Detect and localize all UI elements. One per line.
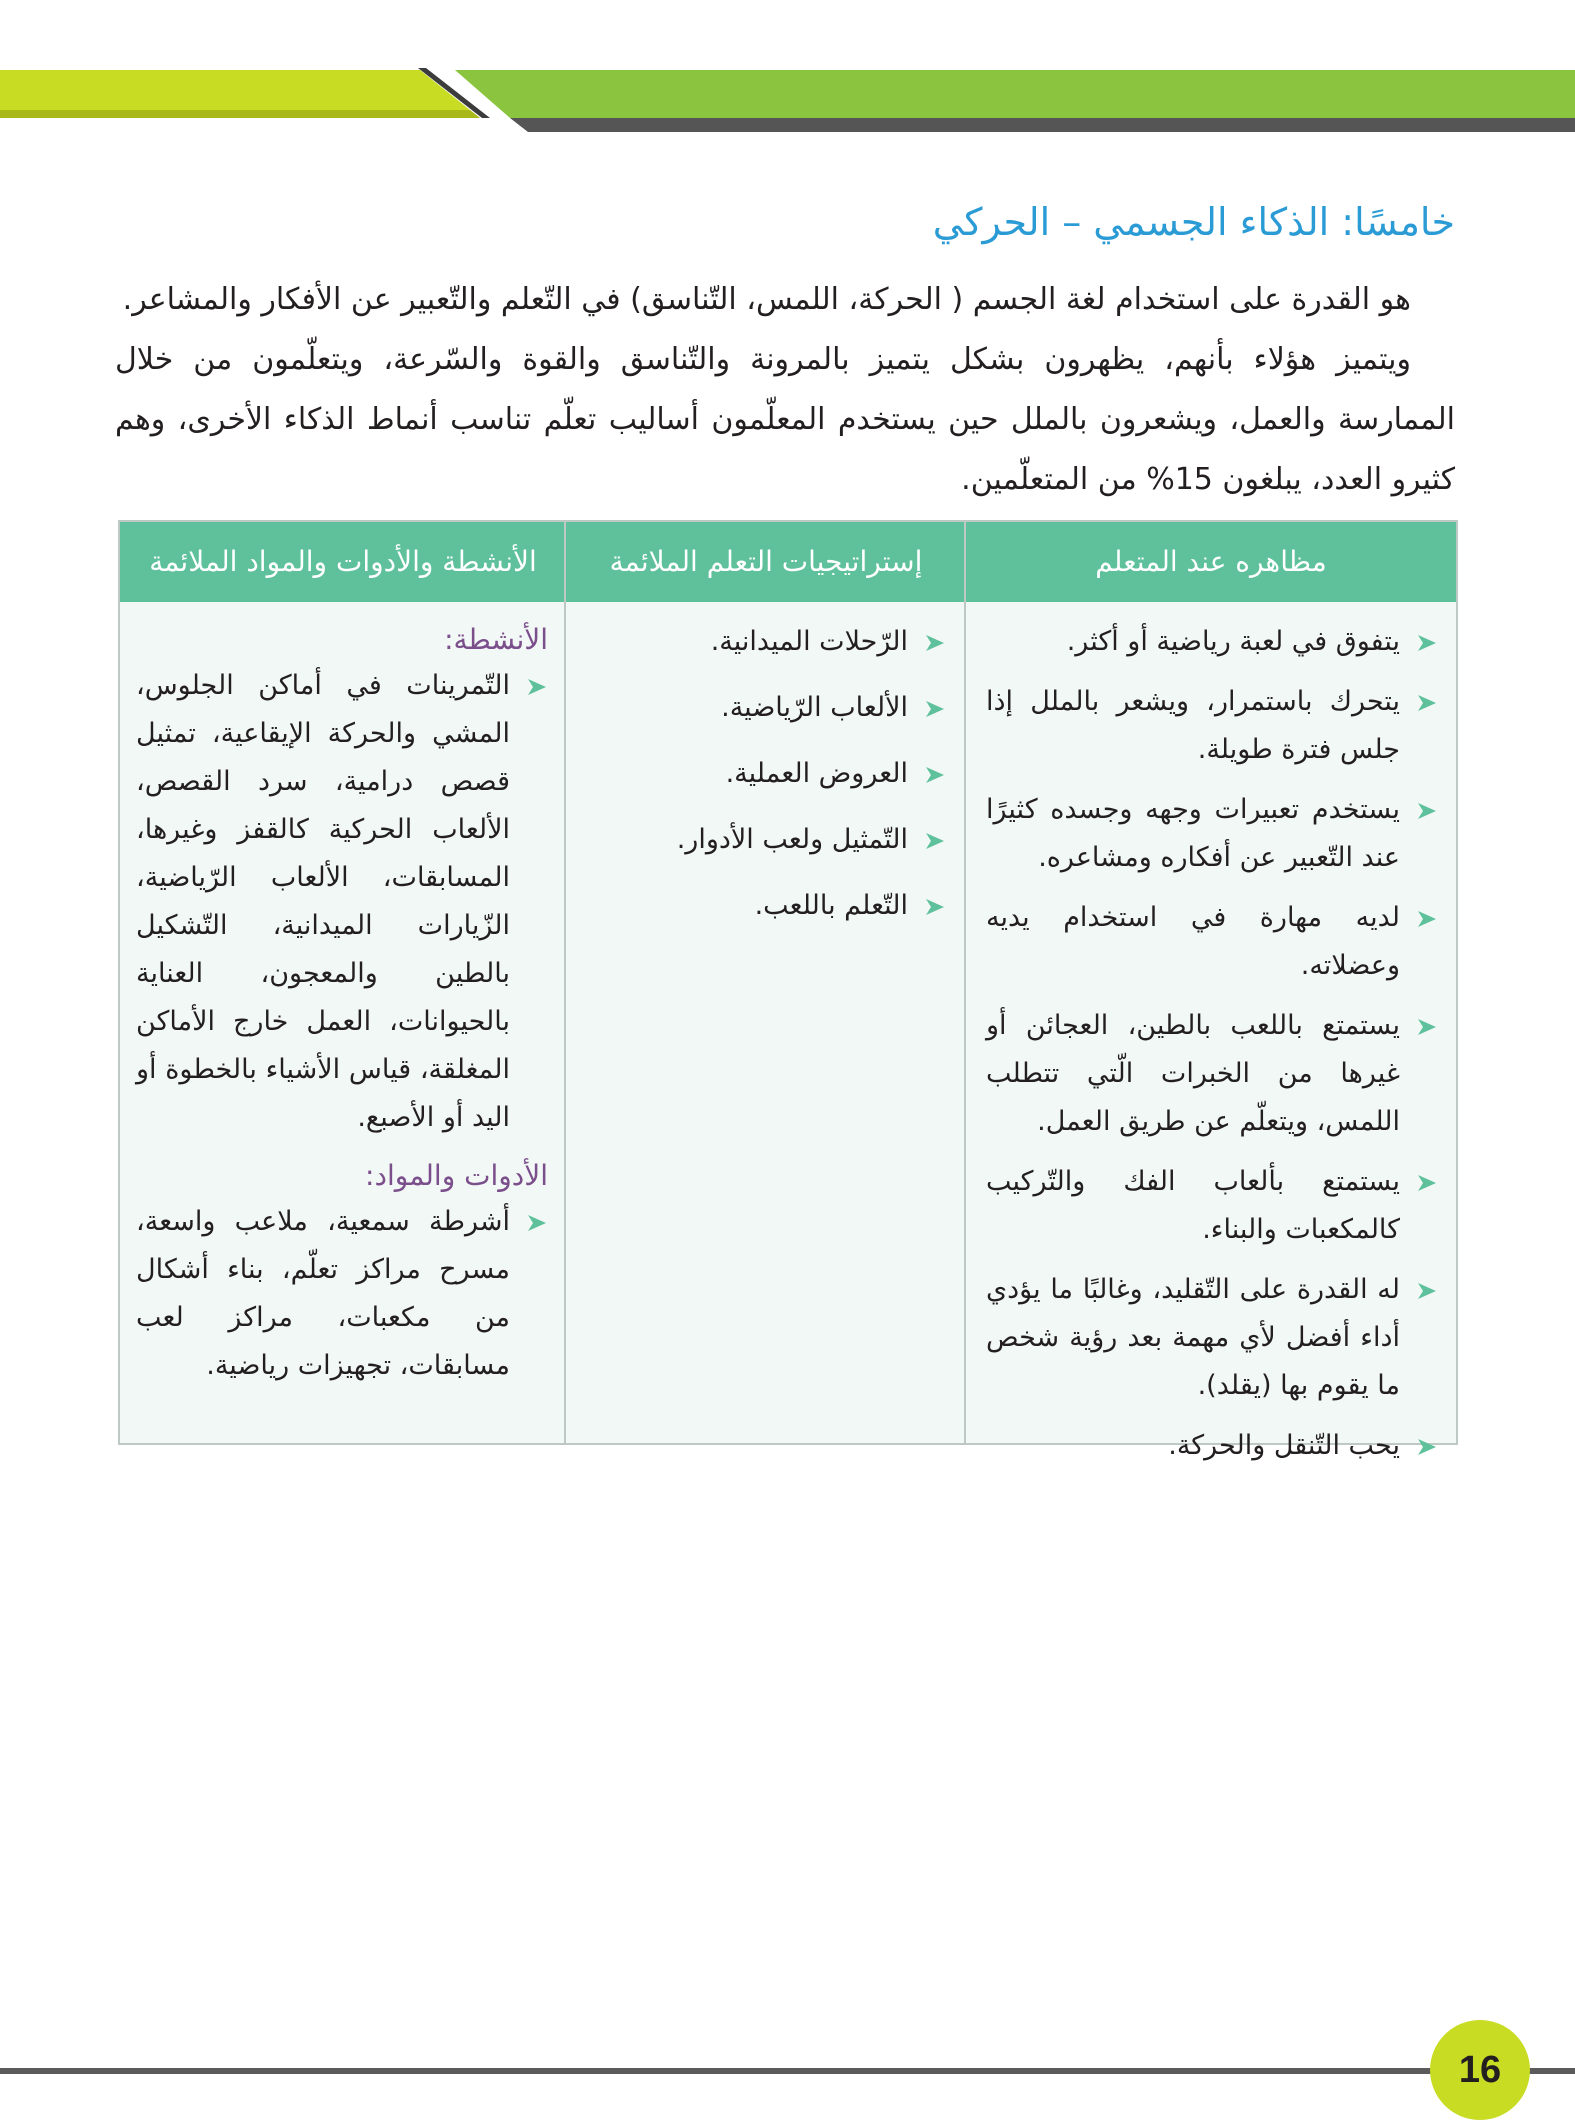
footer-line — [0, 2068, 1575, 2074]
page-number: 16 — [1430, 2020, 1530, 2120]
list-item — [136, 1198, 548, 1390]
bullet-icon — [1418, 911, 1436, 927]
header-strategies: إستراتيجيات التعلم الملائمة — [609, 545, 923, 578]
bullet-icon — [1418, 635, 1436, 651]
section-title: خامسًا: الذكاء الجسمي – الحركي — [932, 200, 1455, 244]
list-item — [586, 882, 946, 930]
list-item — [136, 662, 548, 1142]
list-item — [986, 618, 1438, 666]
activities-column — [136, 618, 548, 1402]
bullet-icon — [1418, 1019, 1436, 1035]
list-item — [986, 894, 1438, 990]
header-activities-tools: الأنشطة والأدوات والمواد الملائمة — [149, 545, 537, 578]
bullet-icon — [1418, 695, 1436, 711]
list-item-text: يتحرك باستمرار، ويشعر بالملل إذا جلس فترة طويلة. — [986, 686, 1400, 765]
list-item — [986, 786, 1438, 882]
bullet-icon — [1418, 1439, 1436, 1455]
list-item-text: الرّحلات الميدانية. — [710, 626, 908, 657]
tools-list — [136, 1198, 548, 1390]
column-divider — [564, 522, 566, 1443]
intro-paragraph-2: ويتميز هؤلاء بأنهم، يظهرون بشكل يتميز بالمرونة والتّناسق والقوة والسّرعة، ويتعلّمون من خلال الممارسة والعمل، ويشعرون بالملل حين يستخدم المعلّمون أساليب تعلّم تناسب أنماط الذكاء الأخرى، وهم كثيرو العدد، يبلغون 15% من المتعلّمين. — [115, 342, 1455, 497]
activities-text: التّمرينات في أماكن الجلوس، المشي والحركة الإيقاعية، تمثيل قصص درامية، سرد القصص، الألعاب الحركية كالقفز وغيرها، المسابقات، الألعاب الرّياضية، الزّيارات الميدانية، التّشكيل بالطين والمعجون، العناية بالحيوانات، العمل خارج الأماكن المغلقة، قياس الأشياء بالخطوة أو اليد أو الأصبع. — [136, 670, 510, 1133]
strategies-list — [586, 618, 946, 930]
list-item — [986, 1422, 1438, 1470]
bullet-icon — [926, 635, 944, 651]
bullet-icon — [926, 767, 944, 783]
list-item — [986, 678, 1438, 774]
column-divider — [964, 522, 966, 1443]
activities-list — [136, 662, 548, 1142]
tools-label: الأدوات والمواد: — [365, 1159, 548, 1192]
list-item-text: يستمتع باللعب بالطين، العجائن أو غيرها من الخبرات الّتي تتطلب اللمس، ويتعلّم عن طريق العمل. — [986, 1010, 1400, 1137]
intro-text — [115, 270, 1455, 510]
bullet-icon — [1418, 1283, 1436, 1299]
bullet-icon — [528, 679, 546, 695]
intelligence-table — [118, 520, 1458, 1461]
activities-label: الأنشطة: — [444, 623, 548, 656]
list-item-text: التّمثيل ولعب الأدوار. — [676, 824, 908, 855]
list-item — [986, 1158, 1438, 1254]
list-item — [986, 1266, 1438, 1410]
list-item-text: يستمتع بألعاب الفك والتّركيب كالمكعبات والبناء. — [986, 1166, 1400, 1245]
bullet-icon — [1418, 1175, 1436, 1191]
list-item-text: التّعلم باللعب. — [754, 890, 908, 921]
bullet-icon — [926, 701, 944, 717]
list-item-text: الألعاب الرّياضية. — [721, 692, 908, 723]
bullet-icon — [1418, 803, 1436, 819]
list-item — [586, 816, 946, 864]
list-item-text: لديه مهارة في استخدام يديه وعضلاته. — [986, 902, 1400, 981]
list-item-text: يتفوق في لعبة رياضية أو أكثر. — [1066, 626, 1400, 657]
learner-traits-list — [986, 618, 1438, 1470]
list-item — [586, 618, 946, 666]
learner-traits-column — [986, 618, 1438, 1482]
strategies-column — [586, 618, 946, 948]
header-decoration — [0, 0, 1575, 140]
bullet-icon — [926, 833, 944, 849]
header-learner-traits: مظاهره عند المتعلم — [1095, 545, 1327, 578]
list-item-text: العروض العملية. — [725, 758, 908, 789]
list-item — [586, 750, 946, 798]
list-item-text: يحب التّنقل والحركة. — [1168, 1430, 1400, 1461]
bullet-icon — [528, 1215, 546, 1231]
list-item — [986, 1002, 1438, 1146]
tools-text: أشرطة سمعية، ملاعب واسعة، مسرح مراكز تعلّم، بناء أشكال من مكعبات، مراكز لعب مسابقات، تجهيزات رياضية. — [136, 1206, 510, 1381]
list-item-text: له القدرة على التّقليد، وغالبًا ما يؤدي أداء أفضل لأي مهمة بعد رؤية شخص ما يقوم بها (يقلد). — [986, 1274, 1400, 1401]
intro-paragraph-1: هو القدرة على استخدام لغة الجسم ( الحركة، اللمس، التّناسق) في التّعلم والتّعبير عن الأفكار والمشاعر. — [122, 282, 1411, 317]
list-item-text: يستخدم تعبيرات وجهه وجسده كثيرًا عند التّعبير عن أفكاره ومشاعره. — [986, 794, 1400, 873]
table-header — [120, 522, 1456, 602]
bullet-icon — [926, 899, 944, 915]
list-item — [586, 684, 946, 732]
